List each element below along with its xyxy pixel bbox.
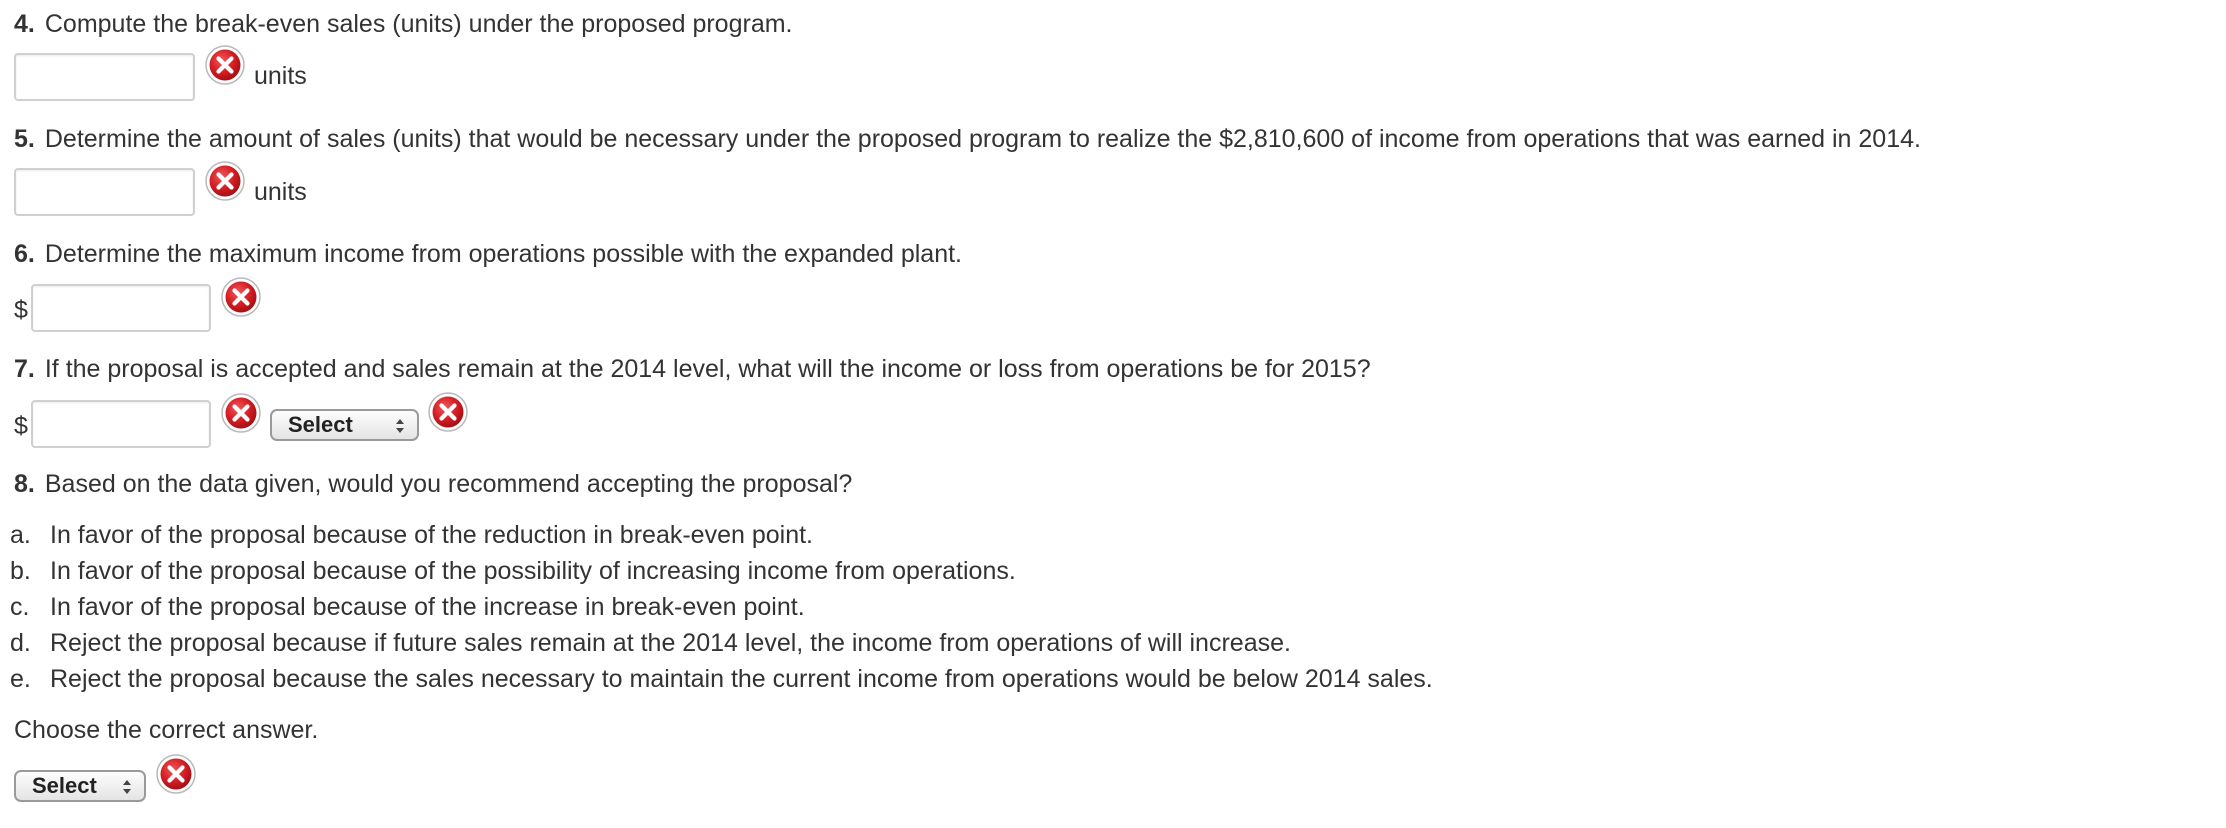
question-text: If the proposal is accepted and sales remain at the 2014 level, what will the income or loss from operations be for 2015? (44, 355, 1371, 383)
q6-amount-input[interactable] (31, 284, 211, 332)
incorrect-x-icon (427, 391, 469, 433)
option-e (10, 664, 1433, 694)
choose-answer-prompt: Choose the correct answer. (14, 716, 319, 744)
option-text: Reject the proposal because if future sales remain at the 2014 level, the income from operations of will increase. (50, 629, 1291, 657)
incorrect-x-icon (204, 160, 246, 202)
question-number: 6. (14, 240, 35, 268)
question-5 (14, 124, 1921, 154)
question-number: 4. (14, 10, 35, 38)
question-text: Determine the amount of sales (units) that would be necessary under the proposed program to realize the $2,810,600 of income from operations that was earned in 2014. (44, 125, 1921, 153)
question-number: 8. (14, 470, 35, 498)
select-label: Select (288, 412, 353, 437)
option-d (10, 628, 1291, 658)
question-number: 5. (14, 125, 35, 153)
question-text: Compute the break-even sales (units) under the proposed program. (44, 10, 793, 38)
question-number: 7. (14, 355, 35, 383)
q7-amount-input[interactable] (31, 400, 211, 448)
option-letter: e. (10, 665, 31, 693)
up-down-arrows-icon (395, 418, 405, 434)
units-label: units (254, 62, 307, 90)
incorrect-x-icon (220, 276, 262, 318)
option-text: In favor of the proposal because of the reduction in break-even point. (50, 521, 813, 549)
option-c (10, 592, 805, 622)
dollar-sign: $ (14, 412, 28, 440)
q5-units-input[interactable] (14, 168, 195, 216)
question-text: Determine the maximum income from operations possible with the expanded plant. (44, 240, 962, 268)
recommendation-select[interactable] (14, 770, 146, 802)
option-a (10, 520, 813, 550)
question-6 (14, 239, 962, 269)
option-text: In favor of the proposal because of the increase in break-even point. (50, 593, 805, 621)
question-7 (14, 354, 1371, 384)
select-label: Select (32, 773, 97, 798)
units-label: units (254, 178, 307, 206)
option-b (10, 556, 1016, 586)
question-text: Based on the data given, would you recommend accepting the proposal? (44, 470, 853, 498)
dollar-sign: $ (14, 296, 28, 324)
question-4 (14, 9, 793, 39)
q4-units-input[interactable] (14, 53, 195, 101)
option-letter: d. (10, 629, 31, 657)
question-8 (14, 469, 852, 499)
option-text: In favor of the proposal because of the possibility of increasing income from operations. (50, 557, 1016, 585)
option-letter: b. (10, 557, 31, 585)
option-text: Reject the proposal because the sales necessary to maintain the current income from operations would be below 2014 sales. (50, 665, 1433, 693)
incorrect-x-icon (220, 392, 262, 434)
up-down-arrows-icon (122, 779, 132, 795)
option-letter: c. (10, 593, 30, 621)
income-loss-select[interactable] (270, 409, 419, 441)
incorrect-x-icon (155, 753, 197, 795)
incorrect-x-icon (204, 44, 246, 86)
option-letter: a. (10, 521, 31, 549)
